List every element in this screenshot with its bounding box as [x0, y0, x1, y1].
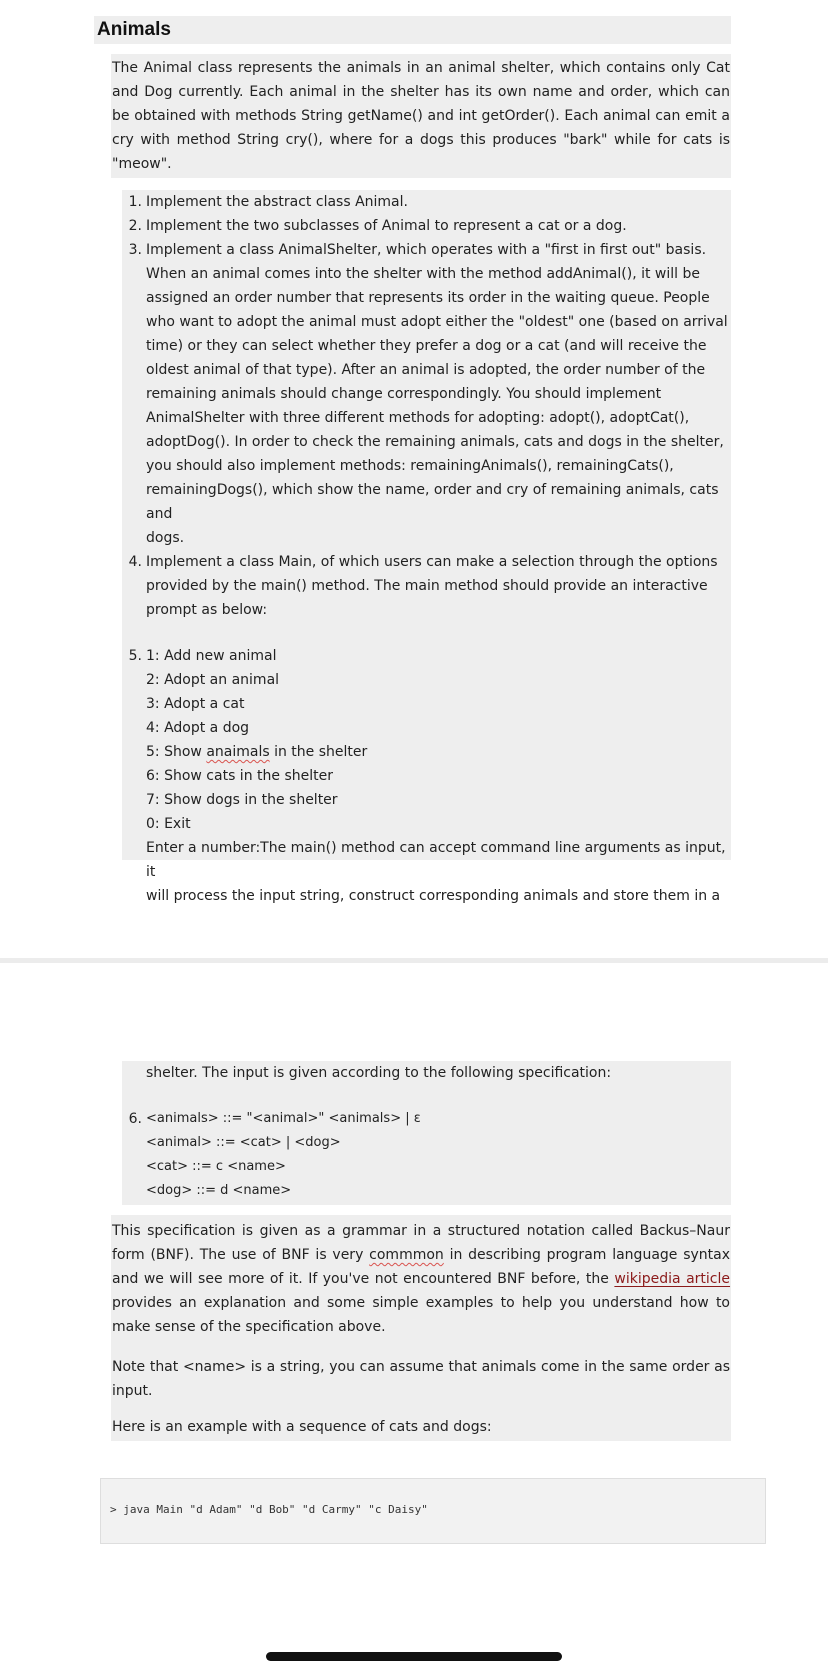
list-line: provided by the main() method. The main method should provide an interactive	[146, 578, 708, 594]
list-line: Implement a class Main, of which users can make a selection through the options	[146, 554, 718, 570]
list-line: who want to adopt the animal must adopt either the "oldest" one (based on arrival	[146, 314, 728, 330]
page-divider	[0, 958, 828, 963]
bnf-text: in describing program language syntax and we will see more of it. If you've not encountered BNF before, the	[112, 1247, 731, 1287]
list-line: When an animal comes into the shelter with the method addAnimal(), it will be	[146, 266, 700, 282]
list-number: 4.	[128, 554, 142, 570]
bnf-rule: <animals> ::= "<animal>" <animals> | ε	[146, 1111, 421, 1126]
list-item-5-continued	[114, 1061, 736, 1085]
list-item-1	[114, 190, 736, 214]
list-line: shelter. The input is given according to the following specification:	[146, 1065, 612, 1081]
list-item-5	[114, 644, 736, 908]
note-text: Note that <name> is a string, you can assume that animals come in the same order as input.	[112, 1359, 730, 1399]
code-command: > java Main "d Adam" "d Bob" "d Carmy" "c Daisy"	[110, 1503, 428, 1516]
menu-option: 0: Exit	[146, 816, 191, 832]
menu-option: 1: Add new animal	[146, 648, 277, 664]
menu-option: 3: Adopt a cat	[146, 696, 245, 712]
bnf-rule: <dog> ::= d <name>	[146, 1183, 292, 1198]
example-intro-paragraph	[112, 1415, 730, 1439]
intro-paragraph	[112, 56, 730, 176]
menu-option: 6: Show cats in the shelter	[146, 768, 333, 784]
list-item-4	[114, 550, 736, 622]
list-line: remainingDogs(), which show the name, order and cry of remaining animals, cats and	[146, 482, 719, 522]
bnf-rule: <animal> ::= <cat> | <dog>	[146, 1135, 341, 1150]
note-paragraph	[112, 1355, 730, 1403]
bnf-paragraph	[112, 1219, 730, 1339]
list-line: time) or they can select whether they prefer a dog or a cat (and will receive the	[146, 338, 707, 354]
misspelled-word: anaimals	[206, 744, 270, 760]
title-bar	[94, 16, 731, 44]
list-item-2	[114, 214, 736, 238]
requirements-list	[114, 190, 736, 908]
list-line: you should also implement methods: remainingAnimals(), remainingCats(),	[146, 458, 674, 474]
menu-option-part: in the shelter	[269, 744, 368, 760]
list-line: Enter a number:The main() method can accept command line arguments as input, it	[146, 840, 726, 880]
list-line: will process the input string, construct corresponding animals and store them in a	[146, 888, 721, 904]
bnf-text: This specification is given as a grammar in a structured notation called Backus–Naur form (BNF). The use of BNF is very	[112, 1223, 730, 1263]
list-line: Implement a class AnimalShelter, which operates with a "first in first out" basis.	[146, 242, 707, 258]
menu-option: 4: Adopt a dog	[146, 720, 250, 736]
list-line: remaining animals should change correspondingly. You should implement	[146, 386, 662, 402]
menu-option	[146, 740, 736, 764]
list-item-6	[114, 1107, 736, 1203]
list-item-text: Implement the two subclasses of Animal to represent a cat or a dog.	[146, 218, 627, 234]
list-line: dogs.	[146, 530, 185, 546]
list-line: prompt as below:	[146, 602, 268, 618]
misspelled-word: commmon	[369, 1247, 444, 1263]
example-intro-text: Here is an example with a sequence of cats and dogs:	[112, 1419, 492, 1435]
bnf-explanation	[112, 1219, 730, 1339]
requirements-list-continued	[114, 1061, 736, 1203]
menu-option: 7: Show dogs in the shelter	[146, 792, 338, 808]
intro-text: The Animal class represents the animals in an animal shelter, which contains only Cat and Dog currently. Each animal in the shelter has its own name and order, which can be obtained with methods String getName() and int getOrder(). Each animal can emit a cry with method String cry(), where for a dogs this produces "bark" while for cats is "meow".	[112, 60, 730, 172]
list-number: 2.	[128, 218, 142, 234]
list-number: 5.	[128, 648, 142, 664]
wikipedia-link[interactable]: wikipedia article	[614, 1271, 731, 1287]
list-line: adoptDog(). In order to check the remaining animals, cats and dogs in the shelter,	[146, 434, 724, 450]
list-line: assigned an order number that represents its order in the waiting queue. People	[146, 290, 710, 306]
list-number: 6.	[128, 1111, 142, 1127]
page-title: Animals	[97, 19, 171, 40]
list-line: oldest animal of that type). After an animal is adopted, the order number of the	[146, 362, 706, 378]
bnf-text: provides an explanation and some simple examples to help you understand how to make sense of the specification above.	[112, 1295, 730, 1335]
menu-option-part: 5: Show	[146, 744, 207, 760]
list-number: 1.	[128, 194, 142, 210]
list-item-3	[114, 238, 736, 550]
list-number: 3.	[128, 242, 142, 258]
menu-option: 2: Adopt an animal	[146, 672, 280, 688]
list-line: AnimalShelter with three different methods for adopting: adopt(), adoptCat(),	[146, 410, 690, 426]
bnf-rule: <cat> ::= c <name>	[146, 1159, 286, 1174]
home-indicator[interactable]	[266, 1652, 562, 1661]
list-item-text: Implement the abstract class Animal.	[146, 194, 408, 210]
